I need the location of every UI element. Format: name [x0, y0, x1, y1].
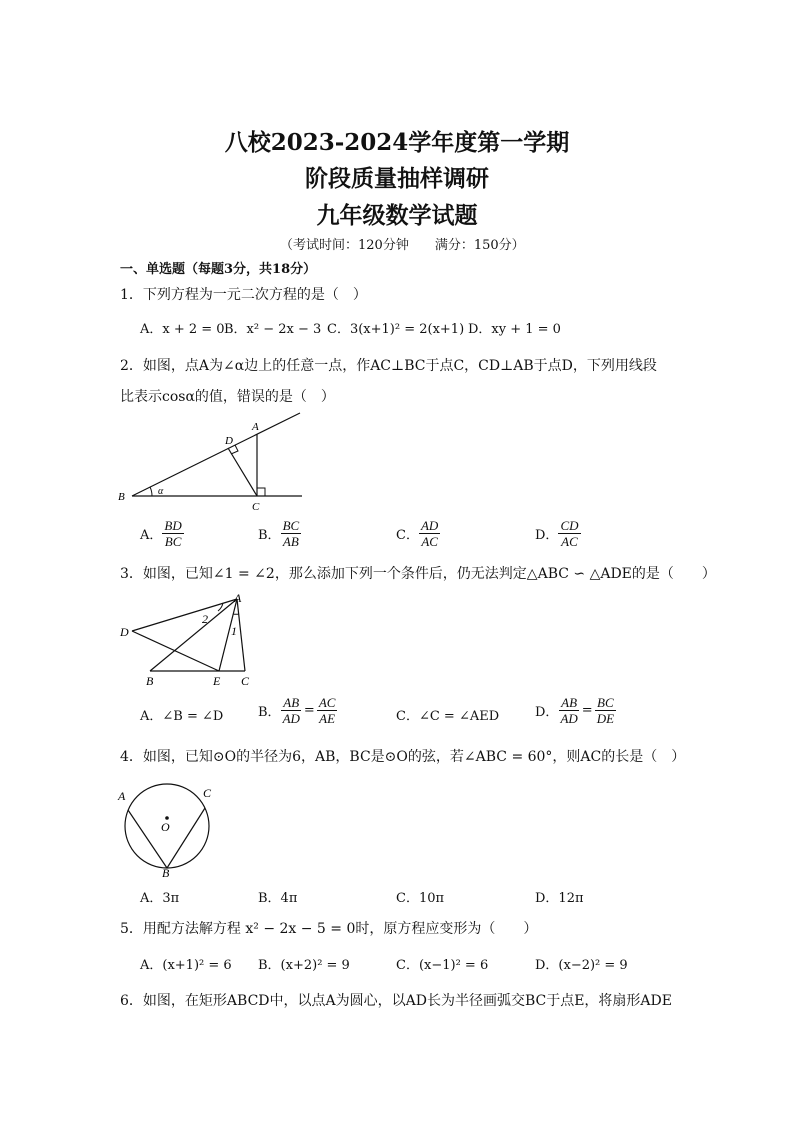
q1-option-d: D．xy + 1 = 0: [468, 322, 561, 337]
q6-stem: 6．如图，在矩形ABCD中，以点A为圆心，以AD长为半径画弧交BC于点E，将扇形ADE: [120, 993, 672, 1009]
q4-chord-ab: [128, 810, 167, 868]
q2-label-c: C: [252, 501, 260, 513]
q5-option-d: D．(x−2)² = 9: [535, 958, 628, 973]
q5-option-c: C．(x−1)² = 6: [396, 958, 489, 973]
section-title: 一、单选题（每题3分，共18分）: [120, 262, 317, 277]
q4-figure: [115, 780, 225, 878]
q2-option-d: D． $\frac{CD}{AC}$: [535, 518, 579, 549]
q2-line-cd: [228, 448, 257, 496]
q4-option-c: C．10π: [396, 891, 445, 906]
q4-label-b: B: [162, 866, 170, 878]
q4-option-b: B．4π: [258, 891, 298, 906]
q3-label-b: B: [146, 674, 154, 688]
q2-figure: [115, 408, 315, 513]
q4-option-a: A．3π: [140, 891, 180, 906]
q3-line-ab: [150, 599, 237, 671]
q1-option-a: A．x + 2 = 0: [140, 322, 225, 337]
q3-label-2: 2: [202, 612, 208, 626]
q2-option-a: A． $\frac{BD}{BC}$: [140, 518, 182, 549]
q2-angle-arc: [150, 487, 152, 496]
q2-line-ba: [132, 413, 300, 496]
q3-label-e: E: [213, 674, 221, 688]
q5-option-b: B．(x+2)² = 9: [258, 958, 350, 973]
q2-stem-line1: 2．如图，点A为∠α边上的任意一点，作AC⊥BC于点C，CD⊥AB于点D，下列用线段: [120, 358, 657, 374]
q2-label-a: A: [252, 421, 259, 433]
q3-option-d: D． $\frac{AB}{AD}$ = $\frac{BC}{DE}$: [535, 695, 615, 726]
q4-label-a: A: [118, 789, 126, 803]
q5-stem: 5．用配方法解方程 x² − 2x − 5 = 0时，原方程应变形为（ ）: [120, 921, 538, 937]
q1-option-c: C．3(x+1)² = 2(x+1): [327, 322, 465, 337]
q2-option-b: B． $\frac{BC}{AB}$: [258, 518, 300, 549]
exam-title-line3: 九年级数学试题: [316, 202, 478, 229]
q4-label-o: O: [161, 820, 170, 834]
exam-title-line1: 八校2023-2024学年度第一学期: [224, 129, 570, 156]
q4-stem: 4．如图，已知⊙O的半径为6，AB，BC是⊙O的弦，若∠ABC = 60°，则AC的长是（ ）: [120, 749, 686, 765]
exam-info: （考试时间：120分钟 满分：150分）: [280, 238, 525, 253]
q2-label-b: B: [118, 491, 125, 503]
q1-option-b: B．x² − 2x − 3: [224, 322, 322, 337]
q3-label-c: C: [241, 674, 250, 688]
q3-label-1: 1: [231, 624, 237, 638]
q2-stem-line2: 比表示cosα的值，错误的是（ ）: [120, 389, 335, 405]
q3-figure: [115, 588, 260, 688]
q3-line-ad: [132, 599, 237, 631]
q3-label-a: A: [234, 591, 242, 605]
q2-label-d: D: [225, 435, 233, 447]
q2-label-alpha: α: [158, 486, 164, 497]
q3-line-de: [132, 631, 219, 671]
q1-stem: 1．下列方程为一元二次方程的是（ ）: [120, 287, 367, 303]
q3-stem: 3．如图，已知∠1 = ∠2，那么添加下列一个条件后，仍无法判定△ABC ∽ △ADE的是（ ）: [120, 566, 716, 582]
q3-label-d: D: [120, 625, 129, 639]
q2-right-angle-c: [257, 488, 265, 496]
q3-option-b: B． $\frac{AB}{AD}$ = $\frac{AC}{AE}$: [258, 695, 336, 726]
q3-option-c: C．∠C = ∠AED: [396, 709, 500, 724]
q4-label-c: C: [203, 786, 212, 800]
q5-option-a: A．(x+1)² = 6: [140, 958, 232, 973]
q4-option-d: D．12π: [535, 891, 584, 906]
q3-line-ac: [237, 599, 245, 671]
q3-option-a: A．∠B = ∠D: [140, 709, 224, 724]
exam-title-line2: 阶段质量抽样调研: [305, 165, 489, 192]
q2-option-c: C． $\frac{AD}{AC}$: [396, 518, 439, 549]
q4-chord-bc: [167, 808, 205, 868]
